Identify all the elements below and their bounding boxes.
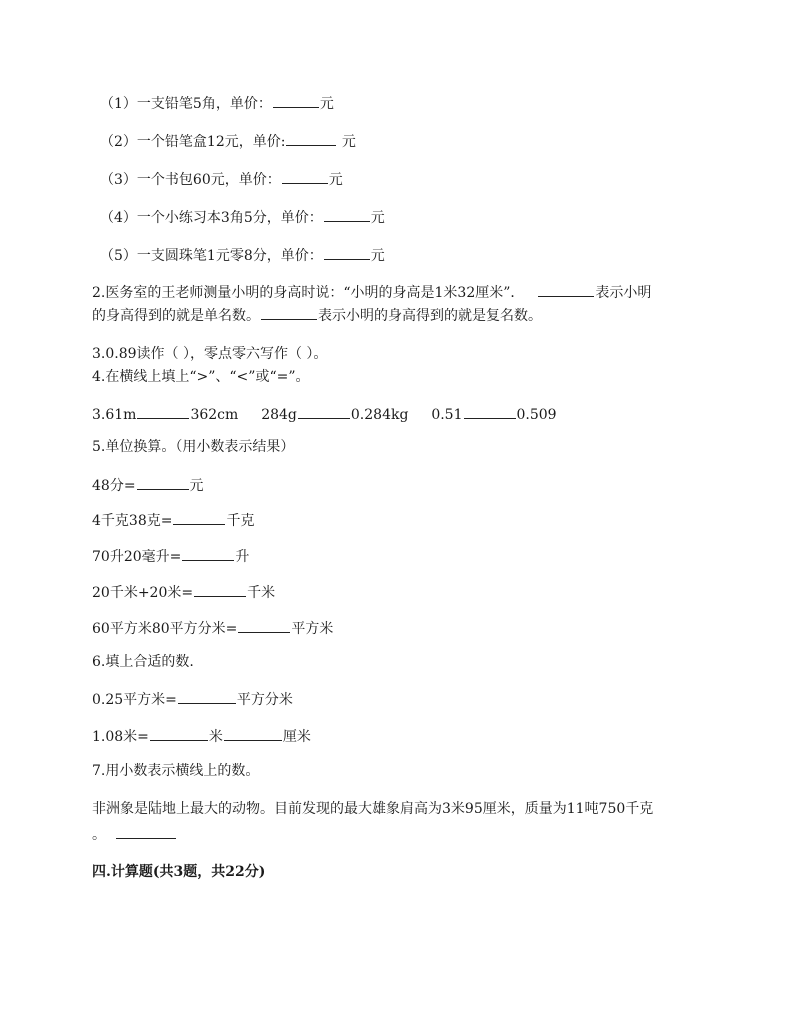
answer-blank[interactable] <box>194 582 246 597</box>
q6-item-right: 平方分米 <box>236 692 293 708</box>
answer-blank[interactable] <box>182 546 234 561</box>
q5-item-3 <box>92 546 249 567</box>
answer-blank[interactable] <box>273 93 319 108</box>
q5-item-right: 升 <box>235 549 250 565</box>
unit-label: 元 <box>370 210 385 226</box>
q5-item-right: 元 <box>189 478 204 494</box>
answer-blank[interactable] <box>224 726 282 741</box>
q5-item-right: 千克 <box>226 513 255 529</box>
q1-item-4-text: （4）一个小练习本3角5分，单价： <box>100 210 323 226</box>
q5-item-right: 平方米 <box>291 621 334 637</box>
q1-item-1 <box>100 93 334 114</box>
answer-blank[interactable] <box>137 404 189 419</box>
answer-blank[interactable] <box>538 282 594 297</box>
q4-b-right: 0.284kg <box>350 407 409 423</box>
answer-blank[interactable] <box>178 689 236 704</box>
q5-item-left: 4千克38克= <box>92 513 173 529</box>
q3-text: 3.0.89读作（ ），零点零六写作（ ）。 <box>92 346 328 362</box>
q1-item-5-text: （5）一支圆珠笔1元零8分，单价： <box>100 248 323 264</box>
q2-line-1 <box>92 282 651 303</box>
q4-c-right: 0.509 <box>516 407 557 423</box>
answer-blank[interactable] <box>286 131 336 146</box>
q5-item-left: 20千米+20米= <box>92 585 194 601</box>
q7-body-text: 非洲象是陆地上最大的动物。目前发现的最大雄象肩高为3米95厘米，质量为11吨750千克 <box>92 801 654 817</box>
q4-a-left: 3.61m <box>92 407 137 423</box>
q4-b-left: 284g <box>261 407 297 423</box>
q4-items <box>92 404 557 425</box>
q5-title <box>92 437 294 457</box>
q4-title-text: 4.在横线上填上“>”、“<”或“=”。 <box>92 369 310 385</box>
q5-item-5 <box>92 618 333 639</box>
q6-item-left: 0.25平方米= <box>92 692 177 708</box>
q6-item-mid: 米 <box>208 729 223 745</box>
answer-blank[interactable] <box>324 245 370 260</box>
answer-blank[interactable] <box>298 404 350 419</box>
q1-item-1-text: （1）一支铅笔5角，单价： <box>100 96 272 112</box>
q3-line <box>92 344 327 364</box>
q6-item-2 <box>92 726 311 747</box>
q7-title <box>92 761 259 781</box>
answer-blank[interactable] <box>150 726 208 741</box>
q7-body <box>92 799 653 819</box>
answer-blank[interactable] <box>282 169 328 184</box>
q5-item-left: 70升20毫升= <box>92 549 182 565</box>
answer-blank[interactable] <box>261 305 317 320</box>
q5-item-1 <box>92 475 204 496</box>
unit-label: 元 <box>328 172 343 188</box>
q5-item-2 <box>92 510 254 531</box>
q5-title-text: 5.单位换算。（用小数表示结果） <box>92 439 295 455</box>
q1-item-3-text: （3）一个书包60元，单价： <box>100 172 281 188</box>
q2-text-a: 2.医务室的王老师测量小明的身高时说：“小明的身高是1米32厘米”． <box>92 285 525 301</box>
q1-item-3 <box>100 169 343 190</box>
q5-item-left: 60平方米80平方分米= <box>92 621 238 637</box>
q5-item-left: 48分= <box>92 478 136 494</box>
q2-text-d: 表示小明的身高得到的就是复名数。 <box>318 308 542 324</box>
q6-item-right: 厘米 <box>282 729 311 745</box>
unit-label: 元 <box>341 134 356 150</box>
answer-blank[interactable] <box>464 404 516 419</box>
unit-label: 元 <box>319 96 334 112</box>
q4-title <box>92 367 310 387</box>
q4-a-right: 362cm <box>190 407 239 423</box>
q6-title-text: 6.填上合适的数. <box>92 654 194 670</box>
unit-label: 元 <box>370 248 385 264</box>
answer-blank[interactable] <box>116 824 176 839</box>
q2-text-c: 的身高得到的就是单名数。 <box>92 308 260 324</box>
q5-item-right: 千米 <box>247 585 276 601</box>
section-4-heading <box>92 862 265 882</box>
q6-item-1 <box>92 689 293 710</box>
q1-item-2 <box>100 131 356 152</box>
q2-line-2 <box>92 305 542 326</box>
answer-blank[interactable] <box>324 207 370 222</box>
section-4-title: 四.计算题(共3题，共22分) <box>92 864 266 880</box>
q6-title <box>92 652 194 672</box>
answer-blank[interactable] <box>173 510 225 525</box>
q2-text-b: 表示小明 <box>595 285 652 301</box>
q1-item-5 <box>100 245 385 266</box>
q7-tail <box>92 824 177 845</box>
answer-blank[interactable] <box>238 618 290 633</box>
q1-item-2-text: （2）一个铅笔盒12元，单价: <box>100 134 286 150</box>
answer-blank[interactable] <box>137 475 189 490</box>
q7-tail-text: 。 <box>92 827 106 843</box>
q7-title-text: 7.用小数表示横线上的数。 <box>92 763 260 779</box>
q5-item-4 <box>92 582 275 603</box>
q1-item-4 <box>100 207 385 228</box>
q4-c-left: 0.51 <box>431 407 463 423</box>
q6-item-left: 1.08米= <box>92 729 149 745</box>
